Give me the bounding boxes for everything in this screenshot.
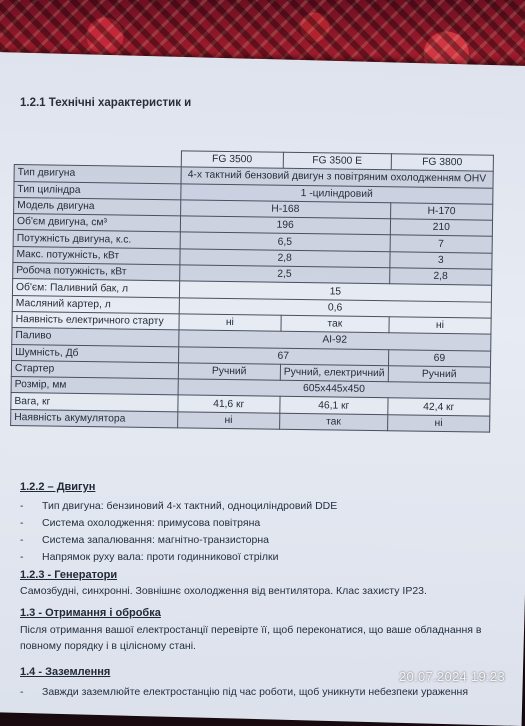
row-value: 4-х тактний бензовий двигун з повітряним охолодженням OHV — [181, 167, 494, 188]
row-label: Наявність електричного старту — [12, 311, 179, 330]
row-label: Вага, кг — [11, 393, 178, 412]
generator-section-title: 1.2.3 - Генератори — [20, 569, 118, 581]
row-value: так — [281, 315, 389, 333]
receiving-section-title: 1.3 - Отримання і обробка — [20, 607, 161, 619]
generator-text: Самозбудні, синхронні. Зовнішнє охолодження від вентилятора. Клас захисту IP23. — [20, 585, 427, 597]
row-value: 196 — [180, 216, 390, 235]
row-value: 67 — [178, 346, 388, 365]
row-value: ні — [177, 412, 279, 430]
row-value: 2,8 — [180, 249, 390, 268]
engine-section-title: 1.2.2 – Двигун — [20, 481, 96, 493]
row-label: Потужність двигуна, к.с. — [13, 230, 180, 249]
engine-bullet: - Напрямок руху вала: проти годинникової стрілки — [20, 551, 279, 563]
row-label: Стартер — [11, 360, 178, 379]
header-fg3500: FG 3500 — [181, 151, 283, 169]
row-value: 3 — [390, 252, 493, 270]
row-value: 605х445х450 — [178, 379, 491, 400]
row-value: ні — [179, 314, 281, 332]
row-label: Об'єм двигуна, см³ — [13, 214, 180, 233]
engine-bullet: - Тип двигуна: бензиновий 4-х тактний, одноциліндровий DDE — [20, 500, 338, 512]
row-value: 2,5 — [179, 265, 389, 284]
row-value: Н-170 — [390, 203, 493, 221]
receiving-text-line1: Після отримання вашої електростанції перевірте її, щоб переконатися, що ваше обладнання в — [20, 624, 482, 636]
row-label: Наявність акумулятора — [11, 409, 178, 428]
section-title: 1.2.1 Технічні характеристик и — [20, 97, 192, 109]
receiving-text-line2: повному порядку і в цілісному стані. — [20, 640, 196, 652]
row-value: 69 — [388, 349, 491, 367]
row-value: 7 — [390, 235, 493, 253]
row-value: 46,1 кг — [280, 397, 388, 415]
row-value: 42,4 кг — [388, 398, 491, 416]
grounding-section-title: 1.4 - Заземлення — [20, 666, 111, 678]
row-value: 0,6 — [179, 297, 492, 318]
row-label: Об'єм: Паливний бак, л — [12, 279, 179, 298]
row-value: 210 — [390, 219, 493, 237]
row-value: Ручний, електричний — [280, 364, 388, 382]
row-label: Паливо — [12, 328, 179, 347]
header-fg3500e: FG 3500 E — [283, 152, 391, 170]
row-value: 41,6 кг — [177, 395, 279, 413]
row-value: Ручний — [178, 363, 280, 381]
engine-bullet: - Система охолодження: примусова повітряна — [20, 517, 261, 529]
row-value: так — [280, 413, 388, 431]
row-value: ні — [387, 414, 490, 432]
photo-timestamp: 20.07.2024 19:23 — [398, 669, 505, 684]
row-value: 6,5 — [180, 232, 390, 251]
row-label: Макс. потужність, кВт — [13, 246, 180, 265]
row-value: 1 -циліндровий — [180, 183, 493, 204]
row-value: Н-168 — [180, 200, 390, 219]
row-value: АІ-92 — [178, 330, 491, 351]
engine-bullet: - Система запалювання: магнітно-транзисторна — [20, 534, 269, 546]
row-label: Тип циліндра — [14, 181, 181, 200]
row-value: Ручний — [388, 366, 491, 384]
grounding-bullet: - Завжди заземлюйте електростанцію під час роботи, щоб уникнути небезпеки ураження — [20, 686, 469, 698]
row-label: Шумність, Дб — [12, 344, 179, 363]
header-fg3800: FG 3800 — [391, 154, 494, 172]
row-label: Тип двигуна — [14, 165, 181, 184]
specifications-table — [10, 148, 494, 433]
row-value: 15 — [179, 281, 492, 302]
row-label: Розмір, мм — [11, 377, 178, 396]
row-label: Модель двигуна — [14, 197, 181, 216]
row-label: Робоча потужність, кВт — [13, 263, 180, 282]
row-label: Масляний картер, л — [12, 295, 179, 314]
row-value: ні — [389, 317, 492, 335]
row-value: 2,8 — [389, 268, 492, 286]
